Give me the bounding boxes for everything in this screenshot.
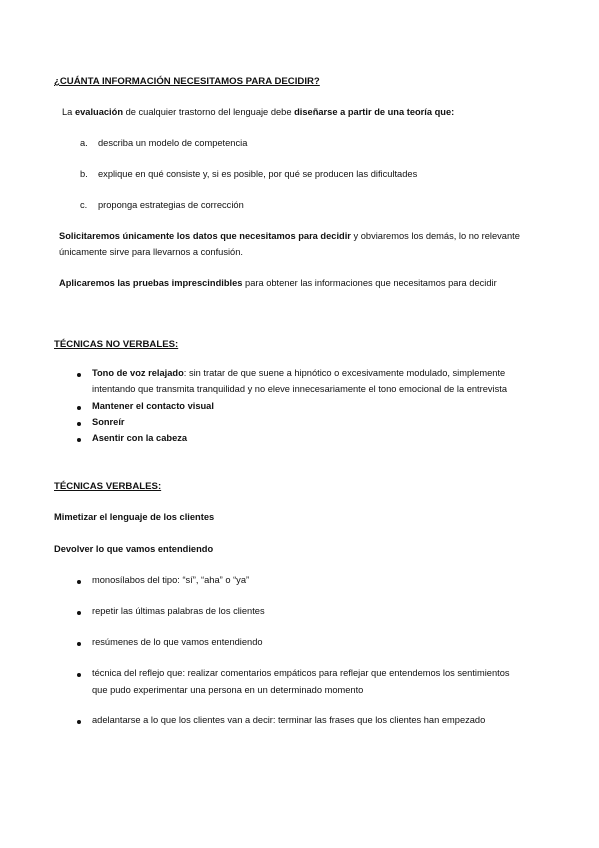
- bullet-icon: [77, 673, 81, 677]
- para-text: y obviaremos los demás, lo no relevante: [350, 231, 520, 241]
- paragraph-aplicaremos: [59, 278, 497, 289]
- subheading-mimetizar: Mimetizar el lenguaje de los clientes: [54, 512, 215, 522]
- item-letter: b.: [80, 169, 88, 179]
- nonverbal-item-tono-line2: intentando que transmita tranquilidad y no eleve innecesariamente el tono emocional de la entrevista: [92, 384, 508, 394]
- verbal-item-adelantarse: adelantarse a lo que los clientes van a decir: terminar las frases que los clientes han empezado: [92, 715, 486, 725]
- paragraph-solicitaremos-line1: [59, 231, 520, 242]
- paragraph-solicitaremos-line2: únicamente sirve para llevarnos a confusión.: [59, 247, 243, 257]
- bullet-icon: [77, 422, 81, 426]
- item-bold: Mantener el contacto visual: [92, 401, 214, 411]
- item-text: describa un modelo de competencia: [98, 138, 248, 148]
- intro-bold-1: evaluación: [74, 107, 123, 117]
- bullet-icon: [77, 373, 81, 377]
- item-text: explique en qué consiste y, si es posible, por qué se producen las dificultades: [98, 169, 418, 179]
- bullet-icon: [77, 611, 81, 615]
- item-bold: Sonreír: [92, 417, 125, 427]
- verbal-item-reflejo-line1: técnica del reflejo que: realizar comentarios empáticos para reflejar que entendemos los sentimientos: [92, 668, 510, 678]
- nonverbal-item-asentir: [92, 433, 187, 444]
- section-title-no-verbales: TÉCNICAS NO VERBALES:: [54, 339, 179, 350]
- nonverbal-item-tono-line1: [92, 368, 505, 379]
- verbal-item-monosilabos: monosílabos del tipo: “sí”, “aha” o “ya”: [92, 575, 250, 585]
- intro-text-1: La: [62, 107, 75, 117]
- lettered-item-b: [80, 169, 417, 180]
- nonverbal-item-contacto: [92, 401, 214, 412]
- bullet-icon: [77, 406, 81, 410]
- bullet-icon: [77, 642, 81, 646]
- verbal-item-reflejo-line2: que pudo experimentar una persona en un determinado momento: [92, 685, 364, 695]
- lettered-item-c: [80, 200, 244, 211]
- para-text: para obtener las informaciones que necesitamos para decidir: [242, 278, 497, 288]
- item-text: : sin tratar de que suene a hipnótico o excesivamente modulado, simplemente: [183, 368, 506, 378]
- intro-text-2: de cualquier trastorno del lenguaje debe: [123, 107, 295, 117]
- intro-paragraph: [62, 107, 454, 118]
- item-bold: Tono de voz relajado: [92, 368, 184, 378]
- para-bold: Aplicaremos las pruebas imprescindibles: [59, 278, 243, 288]
- item-bold: Asentir con la cabeza: [92, 433, 188, 443]
- para-bold: Solicitaremos únicamente los datos que necesitamos para decidir: [59, 231, 351, 241]
- bullet-icon: [77, 720, 81, 724]
- verbal-item-resumenes: resúmenes de lo que vamos entendiendo: [92, 637, 263, 647]
- intro-bold-2: diseñarse a partir de una teoría que:: [294, 107, 455, 117]
- bullet-icon: [77, 438, 81, 442]
- section-title-informacion: ¿CUÁNTA INFORMACIÓN NECESITAMOS PARA DECIDIR?: [54, 76, 320, 87]
- item-letter: c.: [80, 200, 88, 210]
- subheading-devolver: Devolver lo que vamos entendiendo: [54, 544, 214, 554]
- nonverbal-item-sonreir: [92, 417, 125, 428]
- verbal-item-repetir: repetir las últimas palabras de los clientes: [92, 606, 265, 616]
- item-letter: a.: [80, 138, 88, 148]
- bullet-icon: [77, 580, 81, 584]
- lettered-item-a: [80, 138, 247, 149]
- item-text: proponga estrategias de corrección: [98, 200, 244, 210]
- section-title-verbales: TÉCNICAS VERBALES:: [54, 481, 162, 492]
